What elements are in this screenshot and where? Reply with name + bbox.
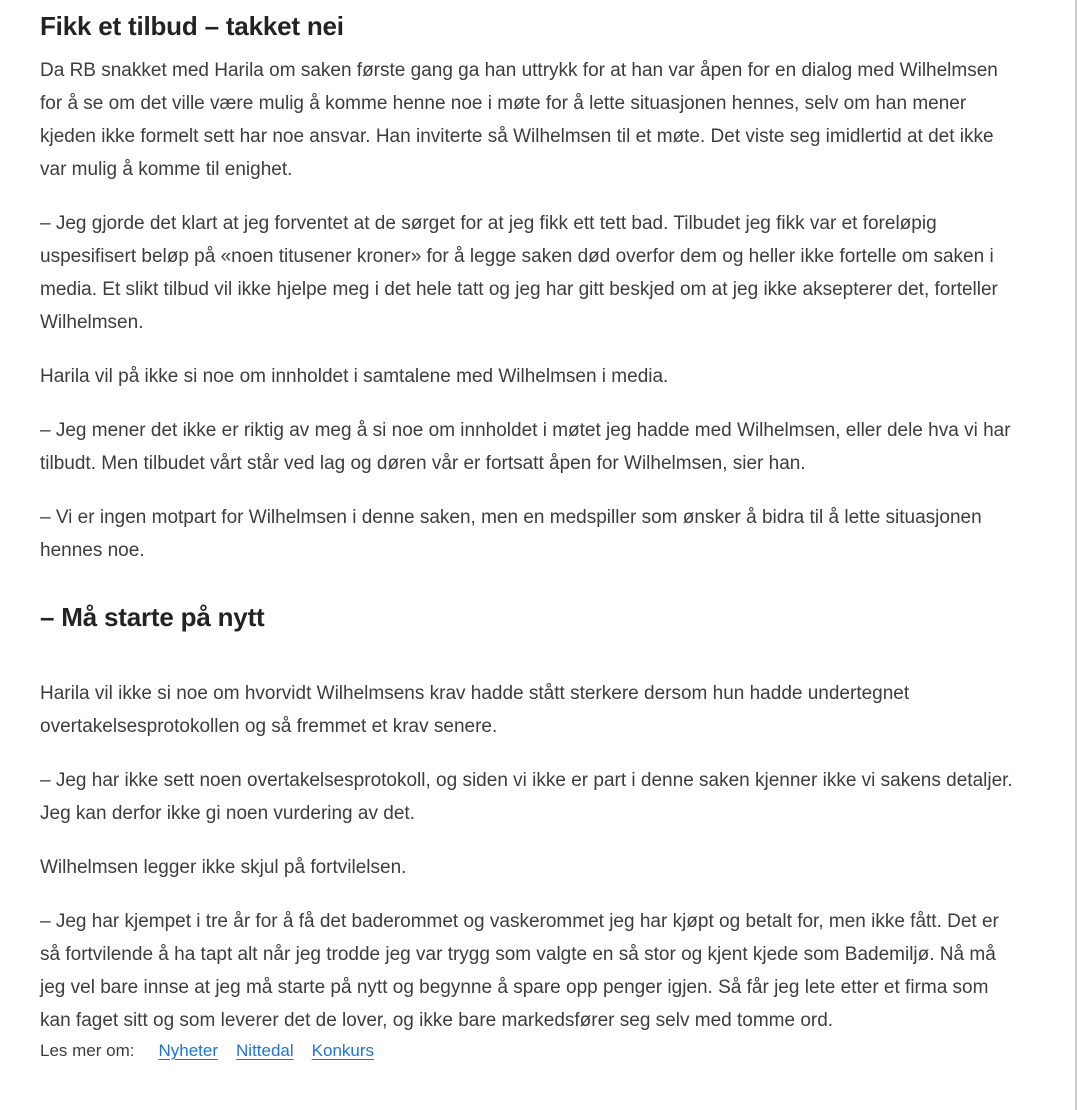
page-right-border (1075, 0, 1077, 1110)
section-heading-fikk-et-tilbud: Fikk et tilbud – takket nei (40, 11, 344, 41)
article-paragraph: Harila vil ikke si noe om hvorvidt Wilhelmsens krav hadde stått sterkere dersom hun hadde undertegnet overtakelsesprotokollen og så fremmet et krav senere. (40, 683, 910, 737)
article-paragraph: Wilhelmsen legger ikke skjul på fortvilelsen. (40, 857, 407, 878)
article-paragraph: – Jeg gjorde det klart at jeg forventet at de sørget for at jeg fikk ett tett bad. Tilbudet jeg fikk var et foreløpig uspesifisert beløp på «noen titusener kroner» for å legge saken død overfor dem og heller ikke fortelle om saken i media. Et slikt tilbud vil ikke hjelpe meg i det hele tatt og jeg har gitt beskjed om at jeg ikke aksepterer det, forteller Wilhelmsen. (40, 213, 998, 333)
tag-link-nyheter[interactable]: Nyheter (158, 1041, 219, 1060)
article-paragraph: Da RB snakket med Harila om saken første gang ga han uttrykk for at han var åpen for en dialog med Wilhelmsen for å se om det ville være mulig å komme henne noe i møte for å lette situasjonen hennes, selv om han mener kjeden ikke formelt sett har noe ansvar. Han inviterte så Wilhelmsen til et møte. Det viste seg imidlertid at det ikke var mulig å komme til enighet. (40, 60, 998, 180)
article-paragraph: Harila vil på ikke si noe om innholdet i samtalene med Wilhelmsen i media. (40, 366, 669, 387)
section-heading-ma-starte-pa-nytt: – Må starte på nytt (40, 602, 265, 632)
tag-link-nittedal[interactable]: Nittedal (236, 1041, 294, 1060)
tag-link-konkurs[interactable]: Konkurs (311, 1041, 375, 1060)
article-paragraph: – Jeg mener det ikke er riktig av meg å si noe om innholdet i møtet jeg hadde med Wilhelmsen, eller dele hva vi har tilbudt. Men tilbudet vårt står ved lag og døren vår er fortsatt åpen for Wilhelmsen, sier han. (40, 420, 1011, 474)
article-paragraph: – Jeg har ikke sett noen overtakelsesprotokoll, og siden vi ikke er part i denne saken kjenner ikke vi sakens detaljer. Jeg kan derfor ikke gi noen vurdering av det. (40, 770, 1013, 824)
tags-label: Les mer om: (40, 1041, 135, 1060)
article-paragraph: – Jeg har kjempet i tre år for å få det baderommet og vaskerommet jeg har kjøpt og betalt for, men ikke fått. Det er så fortvilende å ha tapt alt når jeg trodde jeg var trygg som valgte en så stor og kjent kjede som Bademiljø. Nå må jeg vel bare innse at jeg må starte på nytt og begynne å spare opp penger igjen. Så får jeg lete etter et firma som kan faget sitt og som leverer det de lover, og ikke bare markedsfører seg selv med tomme ord. (40, 911, 999, 1031)
article-paragraph: – Vi er ingen motpart for Wilhelmsen i denne saken, men en medspiller som ønsker å bidra til å lette situasjonen hennes noe. (40, 507, 982, 561)
tags-row (40, 1039, 1014, 1081)
